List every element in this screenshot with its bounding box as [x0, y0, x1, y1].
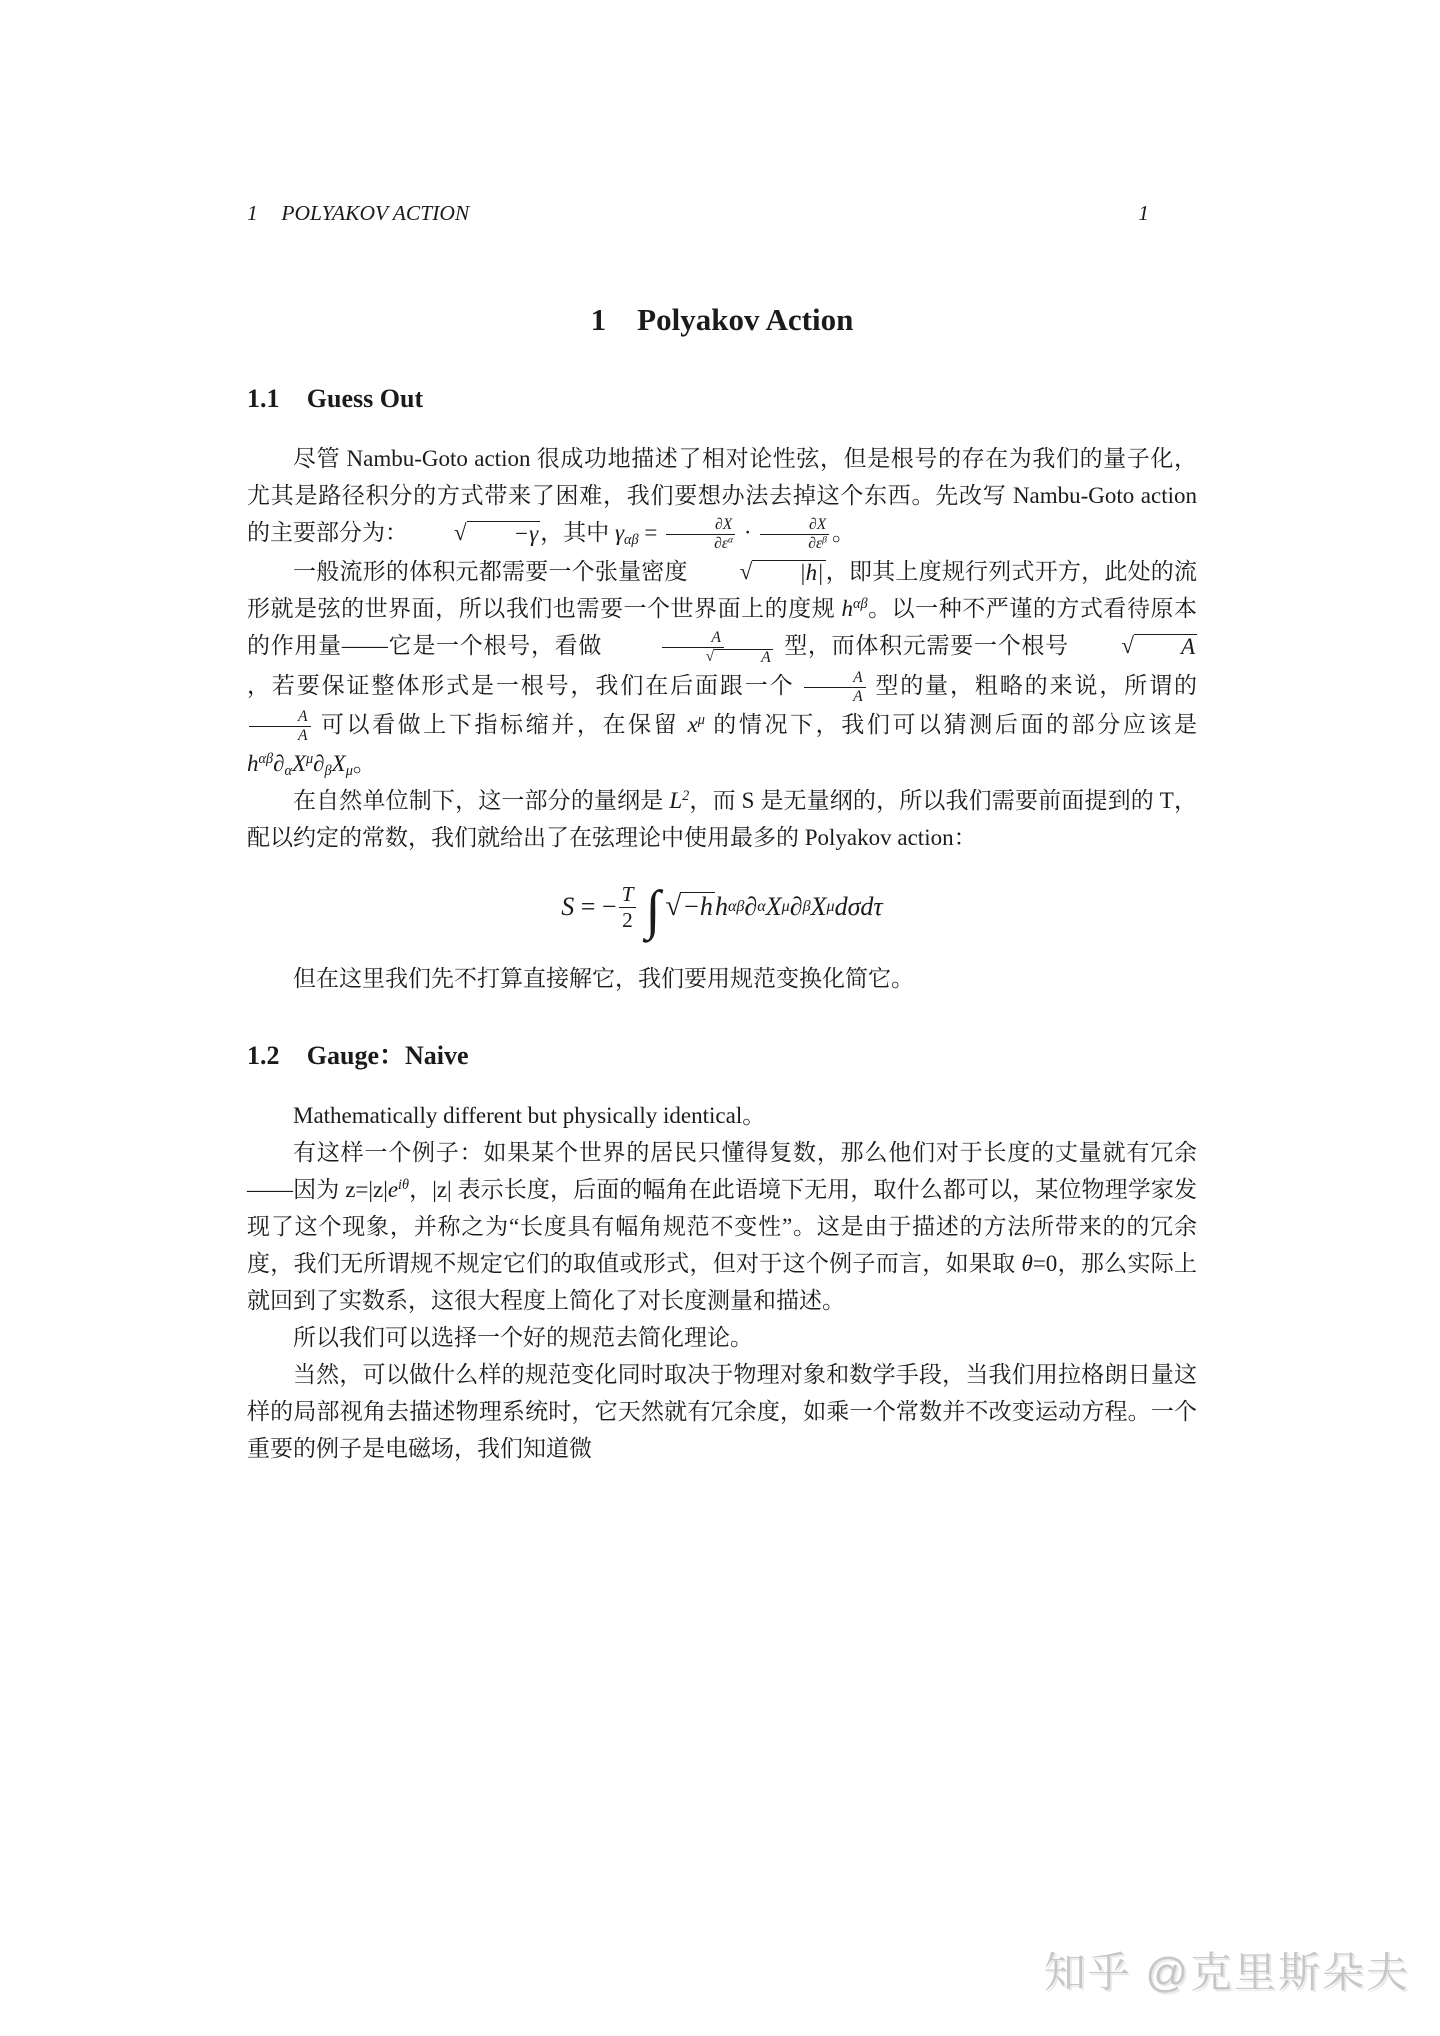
text-run: ，若要保证整体形式是一根号，我们在后面跟一个: [247, 672, 803, 698]
page-number: 1: [1138, 201, 1149, 225]
fraction-numerator: [804, 669, 866, 688]
text-run: 的情况下，我们可以猜测后面的部分应该是: [704, 711, 1198, 737]
running-header-title: [247, 200, 469, 226]
math-text: ∂: [789, 892, 803, 922]
fraction-numerator: [760, 516, 829, 535]
text-run: 型的量，粗略的来说，所谓的: [867, 672, 1198, 698]
text-run: ，即其上度规行列式开方，此处的流形就是弦的世界面，所以我们也需要一个世界面上的度规: [247, 559, 1198, 622]
section-number: 1.2: [247, 1041, 280, 1071]
integral-sign: ∫: [645, 879, 661, 941]
math-text: ∂X: [714, 516, 733, 534]
math-text: A: [853, 687, 863, 705]
math-text: X: [810, 892, 827, 922]
radicand: [681, 892, 715, 920]
text-run: Mathematically different but physically identical。: [293, 1103, 766, 1129]
math-text: θ: [1021, 1251, 1033, 1277]
fraction-denominator: [759, 535, 830, 553]
math-text: h: [714, 892, 728, 922]
running-header: [247, 200, 1197, 226]
radical-sign: √: [665, 890, 682, 923]
paragraph: [247, 1134, 1197, 1319]
text-run: 但在这里我们先不打算直接解它，我们要用规范变换化简它。: [293, 966, 914, 992]
running-header-number: 1: [247, 201, 258, 225]
fraction: [804, 669, 866, 706]
radicand: [714, 649, 773, 666]
math-text: h: [841, 596, 854, 622]
page-content-column: [247, 0, 1197, 1467]
math-text: A: [1180, 634, 1196, 660]
math-text: ∂: [744, 892, 758, 922]
math-text: μ: [306, 751, 314, 768]
math-text: S: [561, 892, 575, 922]
math-text: A: [298, 708, 308, 726]
math-text: |z|: [432, 1177, 452, 1203]
text-run: 一般流形的体积元都需要一个张量密度: [293, 559, 694, 585]
math-text: ∂ε: [808, 535, 823, 553]
fraction: [249, 708, 311, 745]
radical: [660, 649, 773, 666]
display-equation: S = − $\frac{T}{2}$ ∫ √ −h h αβ ∂ α X μ ∂ β X μ dσdτ: [561, 879, 883, 941]
fraction: [611, 629, 776, 666]
fraction-denominator: [665, 535, 736, 553]
section-title: Gauge：Naive: [306, 1041, 469, 1071]
text-run: 可以看做上下指标缩并，在保留: [312, 711, 688, 737]
text-run: 。: [831, 520, 855, 545]
math-text: A: [853, 668, 863, 686]
math-text: ∂X: [808, 516, 827, 534]
fraction: [665, 516, 736, 553]
fraction: [619, 882, 637, 932]
math-text: = −: [574, 892, 617, 922]
text-run: 在自然单位制下，这一部分的量纲是: [293, 788, 670, 814]
math-text: x: [687, 711, 698, 737]
text-run: ，那么实际上就回到了实数系，这很大程度上简化了对长度测量和描述。: [247, 1251, 1198, 1314]
math-text: =0: [1032, 1251, 1058, 1277]
radicand: [752, 560, 825, 585]
radical-sign: √: [454, 520, 467, 545]
math-text: A: [298, 727, 308, 745]
fraction-denominator: [611, 648, 776, 666]
math-text: αβ: [853, 596, 868, 613]
document-title: [247, 300, 1197, 340]
radical: [694, 560, 826, 585]
paragraph: [247, 1356, 1197, 1467]
text-run: ，而 S 是无量纲的，所以我们需要前面提到的 T，配以约定的常数，我们就给出了在弦理论中使用最多的 Polyakov action：: [247, 788, 1198, 851]
text-run: 。以一种不严谨的方式看待原本的作用量——它是一个根号，看做: [247, 596, 1198, 659]
running-header-text: POLYAKOV ACTION: [281, 201, 470, 225]
math-text: ·: [738, 520, 758, 545]
math-text: X: [291, 751, 306, 777]
radicand: [1134, 634, 1197, 659]
radical-sign: √: [1121, 633, 1134, 659]
math-text: ∂ε: [714, 535, 728, 553]
math-text: dσdτ: [834, 892, 883, 922]
math-text: αβ: [258, 751, 274, 768]
text-run: ，: [409, 1177, 433, 1203]
text-run: 当然，可以做什么样的规范变化同时取决于物理对象和数学手段，当我们用拉格朗日量这样的局部视角去描述物理系统时，它天然就有冗余度，如乘一个常数并不改变运动方程。一个重要的例子是电磁场，我们知道微: [247, 1362, 1197, 1462]
fraction-numerator: [662, 629, 724, 648]
math-text: αβ: [624, 531, 639, 548]
text-run: 尽管 Nambu-Goto action 很成功地描述了相对论性弦，但是根号的存在为我们的量子化，尤其是路径积分的方式带来了困难，我们要想办法去掉这个东西。先改写 Nambu-Goto action 的主要部分为：: [247, 446, 1197, 545]
text-run: ，其中: [540, 520, 615, 545]
text-run: 表示长度，后面的幅角在此语境下无用，取什么都可以，某位物理学家发现了这个现象，并称之为“长度具有幅角规范不变性”。这是由于描述的方法所带来的的冗余度，我们无所谓规不规定它们的取值或形式，但对于这个例子而言，如果取: [247, 1177, 1198, 1277]
math-text: −h: [682, 892, 713, 922]
fraction-denominator: [619, 908, 636, 933]
radical: [408, 521, 540, 546]
fraction: [759, 516, 830, 553]
paragraph: [247, 1319, 1197, 1356]
radical: [665, 892, 715, 921]
paragraph: [247, 960, 1197, 997]
radicand: [467, 521, 541, 546]
text-run: 所以我们可以选择一个好的规范去简化理论。: [293, 1325, 753, 1351]
fraction-numerator: [619, 882, 637, 908]
section-number: 1.1: [247, 384, 280, 413]
math-text: 2: [682, 788, 690, 805]
math-text: X: [765, 892, 782, 922]
math-text: β: [822, 534, 827, 546]
math-text: γ: [614, 520, 625, 545]
math-text: β: [324, 763, 332, 780]
section-title: Guess Out: [306, 384, 424, 413]
math-text: A: [761, 649, 771, 667]
math-text: h: [247, 751, 259, 777]
paragraph: [247, 782, 1197, 856]
math-text: z=|z|: [345, 1177, 388, 1203]
text-run: 型，而体积元需要一个根号: [777, 633, 1076, 659]
math-text: X: [331, 751, 346, 777]
math-text: α: [284, 763, 292, 780]
math-text: μ: [345, 763, 353, 780]
text-run: 。: [352, 751, 376, 777]
math-text: −γ: [513, 521, 539, 546]
fraction-denominator: [804, 688, 866, 706]
math-text: T: [621, 882, 634, 907]
radical-sign: √: [739, 559, 753, 585]
math-text: |h|: [799, 560, 824, 586]
math-text: ∂: [273, 751, 285, 777]
math-text: A: [711, 629, 721, 647]
math-text: =: [638, 520, 664, 545]
watermark: 知乎 @克里斯朵夫: [1043, 1949, 1410, 1996]
paragraph: [247, 1097, 1197, 1134]
document-body: [247, 382, 1197, 1467]
fraction-denominator: [249, 727, 311, 745]
radical: [1075, 634, 1197, 659]
title-text: Polyakov Action: [637, 302, 854, 337]
text-run: 有这样一个例子：如果某个世界的居民只懂得复数，那么他们对于长度的丈量就有冗余——因为: [247, 1140, 1197, 1203]
section-heading: [247, 1039, 1197, 1073]
math-text: 2: [622, 907, 633, 932]
math-text: α: [728, 534, 734, 546]
math-text: μ: [697, 712, 705, 728]
paragraph: [247, 440, 1197, 553]
section-heading: [247, 382, 1197, 416]
math-text: e: [387, 1177, 399, 1203]
fraction-numerator: [666, 516, 735, 535]
fraction-numerator: [249, 708, 311, 727]
math-text: iθ: [398, 1177, 409, 1194]
math-text: ∂: [313, 751, 325, 777]
paragraph: [247, 553, 1197, 782]
math-text: L: [669, 788, 683, 814]
radical-sign: √: [705, 648, 715, 666]
title-number: 1: [590, 302, 607, 337]
